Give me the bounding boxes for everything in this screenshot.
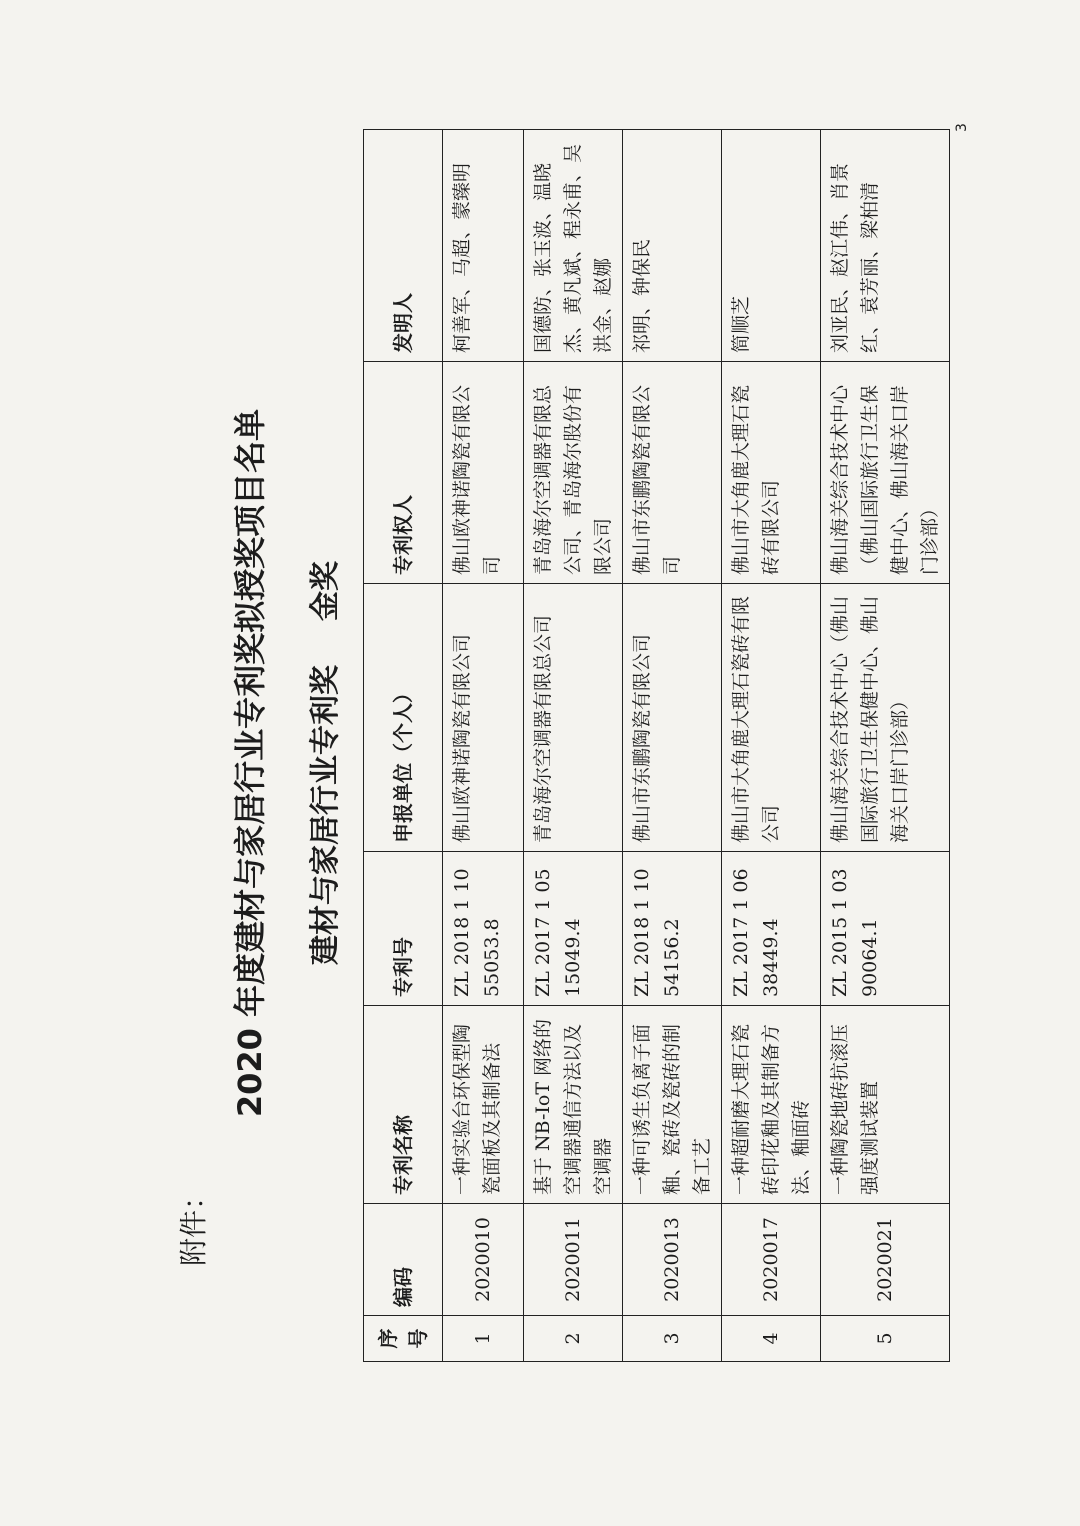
cell-applicant: 佛山市大角鹿大理石瓷砖有限公司 xyxy=(722,584,821,852)
document-subtitle xyxy=(300,0,344,1526)
cell-code: 2020013 xyxy=(623,1204,722,1316)
cell-inventor: 简顺芝 xyxy=(722,130,821,362)
cell-name: 一种实验台环保型陶瓷面板及其制备法 xyxy=(443,1006,524,1204)
cell-number: ZL 2017 1 0638449.4 xyxy=(722,852,821,1006)
header-applicant: 申报单位（个人） xyxy=(364,584,443,852)
table-header-row xyxy=(364,130,443,1362)
cell-code: 2020010 xyxy=(443,1204,524,1316)
header-number: 专利号 xyxy=(364,852,443,1006)
cell-seq: 4 xyxy=(722,1316,821,1362)
cell-seq: 5 xyxy=(821,1316,950,1362)
subtitle-category: 建材与家居行业专利奖 xyxy=(308,665,343,965)
header-code: 编码 xyxy=(364,1204,443,1316)
cell-code: 2020011 xyxy=(524,1204,623,1316)
cell-name: 一种可诱生负离子面釉、瓷砖及瓷砖的制备工艺 xyxy=(623,1006,722,1204)
cell-holder: 佛山市大角鹿大理石瓷砖有限公司 xyxy=(722,362,821,584)
cell-seq: 3 xyxy=(623,1316,722,1362)
cell-seq: 1 xyxy=(443,1316,524,1362)
table-row xyxy=(524,130,623,1362)
cell-number: ZL 2015 1 0390064.1 xyxy=(821,852,950,1006)
table-row xyxy=(443,130,524,1362)
cell-holder: 佛山市东鹏陶瓷有限公司 xyxy=(623,362,722,584)
cell-inventor: 刘亚民、赵江伟、肖景红、袁芳丽、梁柏清 xyxy=(821,130,950,362)
header-seq: 序号 xyxy=(364,1316,443,1362)
cell-code: 2020021 xyxy=(821,1204,950,1316)
cell-name: 基于 NB-IoT 网络的空调器通信方法以及空调器 xyxy=(524,1006,623,1204)
header-holder: 专利权人 xyxy=(364,362,443,584)
cell-applicant: 佛山市东鹏陶瓷有限公司 xyxy=(623,584,722,852)
table-row xyxy=(821,130,950,1362)
cell-inventor: 国德防、张玉波、温晓杰、黄凡斌、程永甫、吴洪金、赵娜 xyxy=(524,130,623,362)
cell-name: 一种陶瓷地砖抗滚压强度测试装置 xyxy=(821,1006,950,1204)
cell-holder: 佛山海关综合技术中心（佛山国际旅行卫生保健中心、佛山海关口岸门诊部） xyxy=(821,362,950,584)
cell-number: ZL 2018 1 1054156.2 xyxy=(623,852,722,1006)
table-row xyxy=(623,130,722,1362)
cell-code: 2020017 xyxy=(722,1204,821,1316)
header-name: 专利名称 xyxy=(364,1006,443,1204)
cell-name: 一种超耐磨大理石瓷砖印花釉及其制备方法、釉面砖 xyxy=(722,1006,821,1204)
cell-holder: 青岛海尔空调器有限总公司、青岛海尔股份有限公司 xyxy=(524,362,623,584)
page-number: 3 xyxy=(954,123,970,132)
header-inventor: 发明人 xyxy=(364,130,443,362)
award-table xyxy=(363,129,950,1362)
table-row xyxy=(722,130,821,1362)
annex-label: 附件： xyxy=(177,1181,210,1266)
subtitle-award: 金奖 xyxy=(308,561,343,621)
cell-applicant: 青岛海尔空调器有限总公司 xyxy=(524,584,623,852)
cell-applicant: 佛山海关综合技术中心（佛山国际旅行卫生保健中心、佛山海关口岸门诊部） xyxy=(821,584,950,852)
cell-inventor: 柯善军、马超、蒙臻明 xyxy=(443,130,524,362)
cell-inventor: 祁明、钟保民 xyxy=(623,130,722,362)
cell-number: ZL 2017 1 0515049.4 xyxy=(524,852,623,1006)
cell-applicant: 佛山欧神诺陶瓷有限公司 xyxy=(443,584,524,852)
cell-seq: 2 xyxy=(524,1316,623,1362)
document-title: 2020 年度建材与家居行业专利奖拟授奖项目名单 xyxy=(231,408,269,1118)
cell-number: ZL 2018 1 1055053.8 xyxy=(443,852,524,1006)
cell-holder: 佛山欧神诺陶瓷有限公司 xyxy=(443,362,524,584)
